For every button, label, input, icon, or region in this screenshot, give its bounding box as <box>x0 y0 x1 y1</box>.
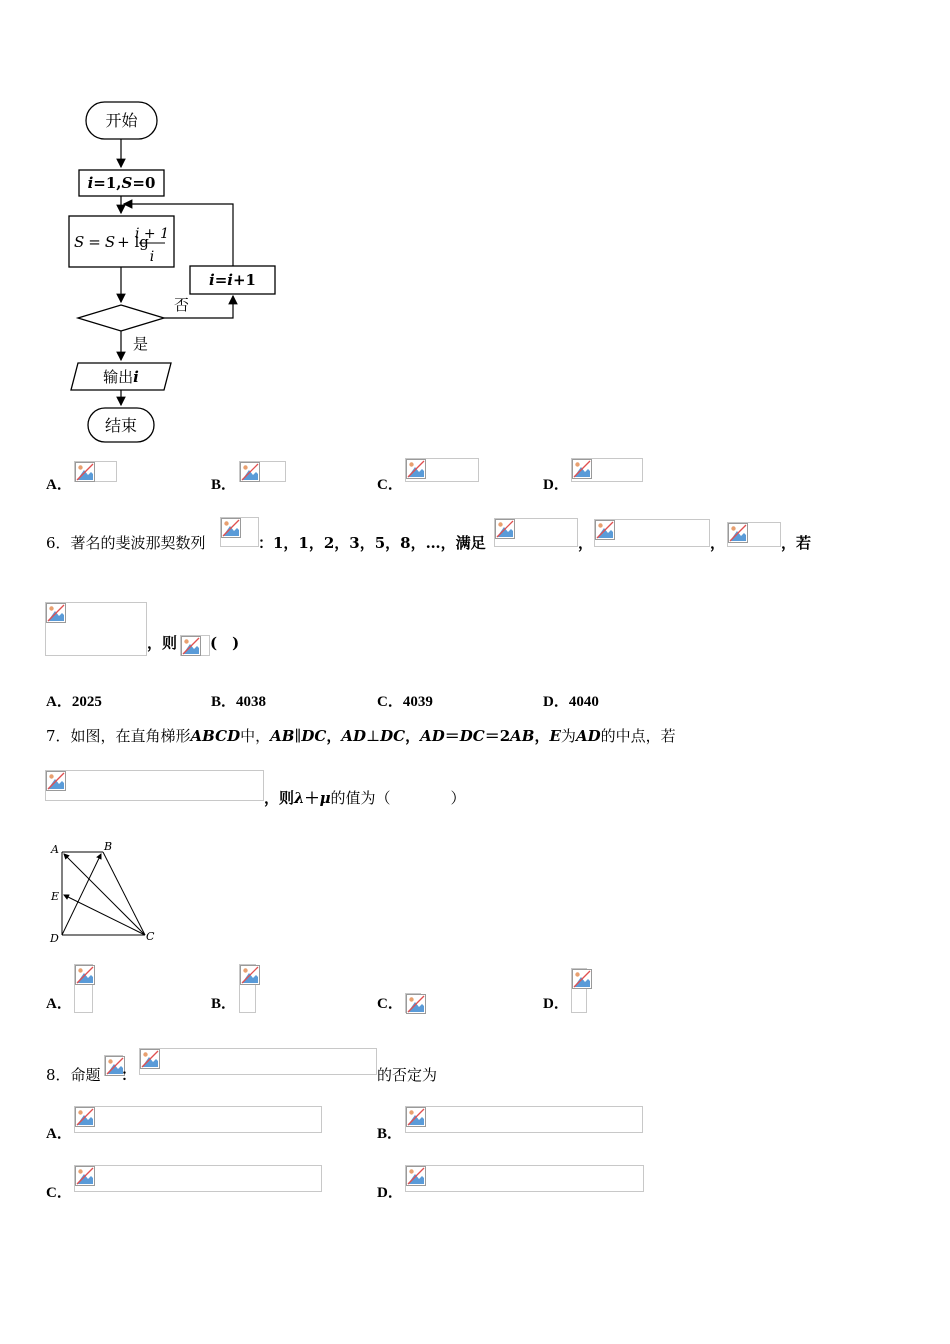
q7-perp: ⊥ <box>366 727 381 745</box>
broken-image-icon <box>75 1107 95 1127</box>
broken-image-icon <box>140 1049 160 1069</box>
q7-option-a[interactable]: A． <box>46 996 72 1012</box>
broken-image-icon <box>181 636 201 656</box>
q7-dc3: DC <box>459 727 485 745</box>
q7-eq2: ＝2 <box>484 727 511 745</box>
q7-sep2: ， <box>405 727 421 745</box>
q7-then: ，则 <box>264 789 295 807</box>
output-label: 输出 <box>103 368 134 386</box>
label-d: D <box>50 932 59 945</box>
formula-eq: = <box>88 233 101 251</box>
broken-image-icon <box>406 459 426 479</box>
q7-abcd: ABCD <box>190 727 241 745</box>
init-i: i <box>87 174 94 192</box>
broken-image-icon <box>406 1166 426 1186</box>
q5-option-b-formula-image <box>239 461 286 482</box>
q8-option-c-formula-image <box>74 1165 322 1192</box>
q7-mu: μ <box>319 789 331 807</box>
formula-S: S <box>74 233 85 251</box>
q7-question <box>264 787 466 808</box>
q6-option-c[interactable]: C．4039 <box>377 694 433 710</box>
q7-plus: ＋ <box>304 789 320 807</box>
q5-option-d-formula-image <box>571 458 643 482</box>
svg-text:i=i+1 <box>209 271 256 289</box>
trapezoid-figure <box>44 838 164 948</box>
label-b: B <box>104 840 113 853</box>
q7-option-b-formula-image <box>239 964 256 1013</box>
formula-S2: S <box>104 233 116 251</box>
label-a: A <box>51 843 59 856</box>
q6-tail: ，若 <box>781 534 812 552</box>
q8-option-d-formula-image <box>405 1165 644 1192</box>
formula-numerator: i + 1 <box>134 226 170 242</box>
q7-mid1: 中， <box>240 727 271 745</box>
q5-option-a[interactable]: A． <box>46 477 72 493</box>
start-label: 开始 <box>105 111 138 130</box>
vector-db <box>62 854 101 935</box>
init-rest: =1, <box>93 174 122 192</box>
q7-tail: 的中点，若 <box>600 727 676 745</box>
q7-ab2: AB <box>510 727 535 745</box>
q5-option-c[interactable]: C． <box>377 477 403 493</box>
flowchart <box>60 95 290 450</box>
broken-image-icon <box>75 1166 95 1186</box>
increment-eq: = <box>214 271 228 289</box>
broken-image-icon <box>75 965 95 985</box>
broken-image-icon <box>75 462 95 482</box>
q8-option-a[interactable]: A． <box>46 1126 72 1142</box>
end-label: 结束 <box>104 416 138 435</box>
q7-vector-equation-image <box>45 770 264 801</box>
q5-option-b[interactable]: B． <box>211 477 237 493</box>
vector-ca <box>64 854 145 935</box>
increment-i2: i <box>227 271 233 289</box>
q8-proposition-image <box>139 1048 377 1075</box>
q7-option-d-formula-image <box>571 968 587 1013</box>
q6-then: ，则 <box>147 634 178 652</box>
side-bc <box>103 852 145 935</box>
q6-target-image <box>180 635 210 656</box>
init-S: S <box>121 174 133 192</box>
label-e: E <box>51 890 60 903</box>
q5-option-a-formula-image <box>74 461 117 482</box>
q6-paren: ( ) <box>210 634 240 652</box>
q5-option-d[interactable]: D． <box>543 477 569 493</box>
q8-option-a-formula-image <box>74 1106 322 1133</box>
q6-sequence-symbol-image <box>220 517 259 547</box>
broken-image-icon <box>240 965 260 985</box>
yes-label: 是 <box>133 335 149 353</box>
q7-lambda: λ <box>294 789 305 807</box>
q7-sep1: ， <box>326 727 342 745</box>
broken-image-icon <box>406 1107 426 1127</box>
q7-wei: 为 <box>560 727 576 745</box>
q8-stem: 8．命题 <box>46 1066 101 1084</box>
formula-plus-lg: + lg <box>117 233 149 251</box>
q6-condition-image-3 <box>727 522 781 547</box>
q6-stem-start: 6．著名的斐波那契数列 <box>46 534 206 552</box>
q7-option-b[interactable]: B． <box>211 996 237 1012</box>
q7-eq1: ＝ <box>444 727 460 745</box>
q7-option-d[interactable]: D． <box>543 996 569 1012</box>
q7-sep3: ， <box>534 727 550 745</box>
broken-image-icon <box>595 520 615 540</box>
output-var: i <box>133 368 139 386</box>
broken-image-icon <box>221 518 241 538</box>
svg-text:输出i <box>103 368 139 386</box>
q7-parallel: ∥ <box>294 727 302 745</box>
q7-dc: DC <box>301 727 327 745</box>
label-c: C <box>146 930 155 943</box>
q7-num: 7．如图，在直角梯形 <box>46 727 191 745</box>
q5-option-c-formula-image <box>405 458 479 482</box>
q7-option-a-formula-image <box>74 964 93 1013</box>
q6-condition-image-2 <box>594 519 710 547</box>
increment-i: i <box>209 271 215 289</box>
q7-stem <box>46 725 676 746</box>
broken-image-icon <box>572 459 592 479</box>
q6-option-a[interactable]: A．2025 <box>46 694 102 710</box>
broken-image-icon <box>240 462 260 482</box>
q6-condition-image-1 <box>494 518 578 547</box>
q7-ask: 的值为（ ） <box>330 789 466 807</box>
q6-option-b[interactable]: B．4038 <box>211 694 267 710</box>
q6-sequence-text: ：1，1，2，3，5，8，…，满足 <box>258 534 486 552</box>
q6-comma-2: ， <box>710 534 726 552</box>
q7-option-c-formula-image <box>405 993 421 1013</box>
q7-e: E <box>549 727 561 745</box>
q7-ad: AD <box>341 727 366 745</box>
q7-ad2: AD <box>420 727 445 745</box>
init-zero: =0 <box>132 174 156 192</box>
increment-plus: +1 <box>232 271 256 289</box>
broken-image-icon <box>728 523 748 543</box>
broken-image-icon <box>46 771 66 791</box>
q8-option-d[interactable]: D． <box>377 1185 403 1201</box>
formula-denominator: i <box>149 249 155 265</box>
q8-option-b[interactable]: B． <box>377 1126 403 1142</box>
q7-ab: AB <box>270 727 295 745</box>
broken-image-icon <box>406 994 426 1014</box>
broken-image-icon <box>46 603 66 623</box>
q6-given-image <box>45 602 147 656</box>
vector-ce <box>64 895 145 935</box>
svg-text:i=1,S=0 <box>88 174 156 192</box>
q7-option-c[interactable]: C． <box>377 996 403 1012</box>
q8-option-b-formula-image <box>405 1106 643 1133</box>
q7-dc2: DC <box>380 727 406 745</box>
q6-comma-1: ， <box>578 534 594 552</box>
q6-option-d[interactable]: D．4040 <box>543 694 599 710</box>
q7-ad3: AD <box>575 727 601 745</box>
no-label: 否 <box>174 296 190 314</box>
broken-image-icon <box>572 969 592 989</box>
broken-image-icon <box>495 519 515 539</box>
q8-colon: ： <box>121 1066 137 1084</box>
q8-option-c[interactable]: C． <box>46 1185 72 1201</box>
decision-diamond <box>78 305 164 331</box>
q8-tail: 的否定为 <box>377 1066 438 1084</box>
